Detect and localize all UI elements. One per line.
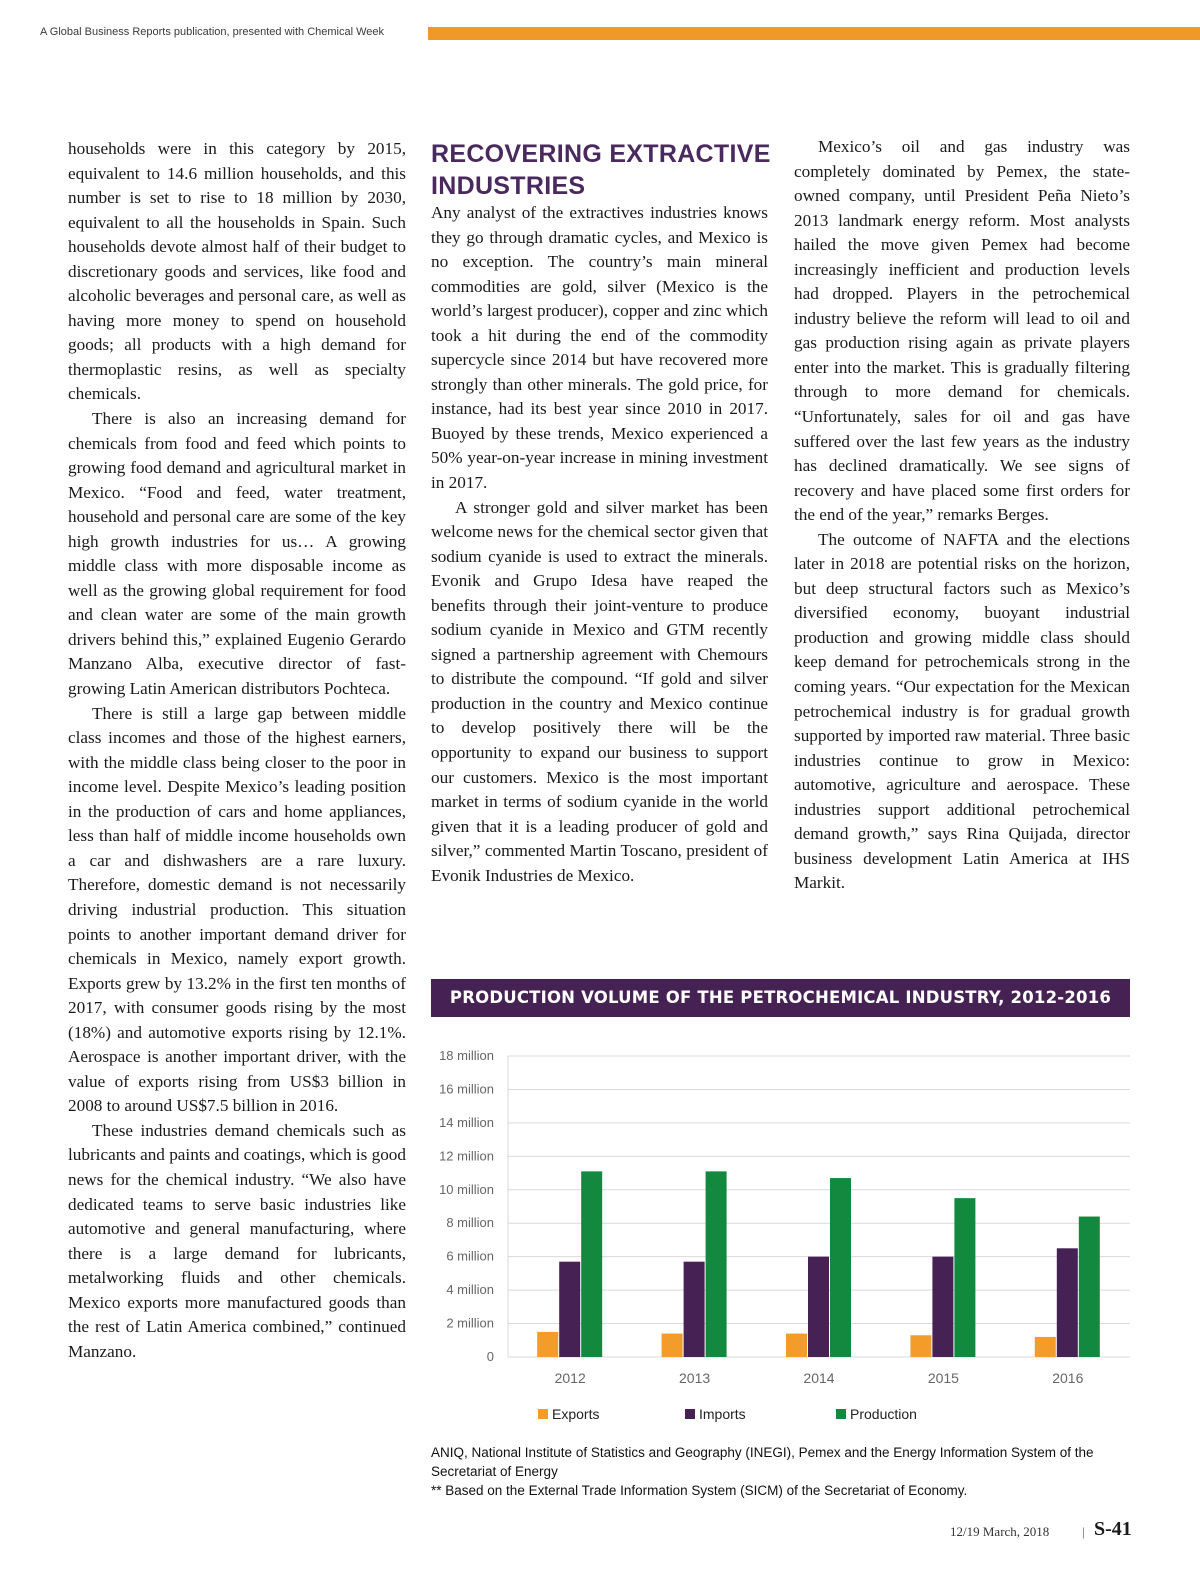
paragraph: Any analyst of the extractives industries knows they go through dramatic cycles, and Mexico is no exception. The country’s main mineral commodities are gold, silver (Mexico is the world’s largest producer), copper and zinc which took a hit during the end of the commodity supercycle since 2014 but have recovered more strongly than other minerals. The gold price, for instance, had its best year since 2010 in 2017. Buoyed by these trends, Mexico experienced a 50% year-on-year increase in mining investment in 2017.: [431, 203, 768, 493]
source-note: ** Based on the External Trade Information System (SICM) of the Secretariat of Economy.: [431, 1483, 968, 1498]
x-tick-label: 2014: [803, 1370, 835, 1386]
y-tick-label: 2 million: [446, 1315, 494, 1331]
paragraph: The outcome of NAFTA and the elections later in 2018 are potential risks on the horizon, but deep structural factors such as Mexico’s diversified economy, buoyant industrial production and growing middle class should keep demand for petrochemicals strong in the coming years. “Our expectation for the Mexican petrochemical industry is for gradual growth supported by imported raw material. Three basic industries continue to grow in Mexico: automotive, agriculture and aerospace. These industries support additional petrochemical demand growth,” says Rina Quijada, director business development Latin America at IHS Markit.: [794, 529, 1130, 893]
paragraph: A stronger gold and silver market has been welcome news for the chemical sector given that sodium cyanide is used to extract the minerals. Evonik and Grupo Idesa have reaped the benefits through their joint-venture to produce sodium cyanide in Mexico and GTM recently signed a partnership agreement with Chemours to distribute the compound. “If gold and silver production in the country and Mexico continue to develop positively there will be the opportunity to expand our business to support our customers. Mexico is the most important market in terms of sodium cyanide in the world given that it is a leading producer of gold and silver,” commented Martin Toscano, president of Evonik Industries de Mexico.: [431, 497, 768, 885]
paragraph: There is also an increasing demand for chemicals from food and feed which points to growing food demand and agricultural market in Mexico. “Food and feed, water treatment, household and personal care are some of the key high growth industries for us… A growing middle class with more disposable income as well as the growing global requirement for food and clean water are some of the main growth drivers behind this,” explained Eugenio Gerardo Manzano Alba, executive director of fast-growing Latin American distributors Pochteca.: [68, 409, 406, 699]
legend-label-production: Production: [850, 1406, 917, 1422]
paragraph: Mexico’s oil and gas industry was completely dominated by Pemex, the state-owned company, until President Peña Nieto’s 2013 landmark energy reform. Most analysts hailed the move given Pemex had become increasingly inefficient and production levels had dropped. Players in the petrochemical industry believe the reform will lead to oil and gas production rising again as private players enter into the market. This is gradually filtering through to more demand for chemicals. “Unfortunately, sales for oil and gas have suffered over the last few years as the industry has declined dramatically. We see signs of recovery and have placed some first orders for the end of the year,” remarks Berges.: [794, 137, 1130, 525]
article-column-2: [431, 201, 768, 888]
y-tick-label: 8 million: [446, 1215, 494, 1231]
y-tick-label: 16 million: [439, 1081, 494, 1097]
bar-production-2012: [581, 1171, 602, 1357]
bar-production-2016: [1079, 1217, 1100, 1357]
x-tick-label: 2012: [554, 1370, 586, 1386]
legend-swatch-imports: [685, 1409, 695, 1419]
bar-exports-2015: [910, 1335, 931, 1357]
x-tick-label: 2015: [927, 1370, 959, 1386]
legend-swatch-production: [836, 1409, 846, 1419]
source-line: ANIQ, National Institute of Statistics and Geography (INEGI), Pemex and the Energy Information System of the Secretariat of Energy: [431, 1445, 1094, 1479]
legend-label-exports: Exports: [552, 1406, 600, 1422]
bar-exports-2016: [1035, 1337, 1056, 1357]
footer-separator: |: [1082, 1524, 1085, 1539]
bar-exports-2014: [786, 1334, 807, 1357]
bar-imports-2014: [808, 1257, 829, 1357]
paragraph: There is still a large gap between middle class incomes and those of the highest earners, with the middle class being closer to the poor in income level. Despite Mexico’s leading position in the production of cars and home appliances, less than half of middle income households own a car and dishwashers are a rare luxury. Therefore, domestic demand is not necessarily driving industrial production. This situation points to another important demand driver for chemicals in Mexico, namely export growth. Exports grew by 13.2% in the first ten months of 2017, with consumer goods rising by the most (18%) and automotive exports rising by 12.1%. Aerospace is another important driver, with the value of exports rising from US$3 billion in 2008 to around US$7.5 billion in 2016.: [68, 703, 406, 1116]
paragraph: These industries demand chemicals such as lubricants and paints and coatings, which is good news for the chemical industry. “We also have dedicated teams to serve basic industries like automotive and general manufacturing, where there is a large demand for lubricants, metalworking fluids and other chemicals. Mexico exports more manufactured goods than the rest of Latin America combined,” continued Manzano.: [68, 1120, 406, 1361]
bar-chart: [431, 1030, 1130, 1435]
chart-title: PRODUCTION VOLUME OF THE PETROCHEMICAL INDUSTRY, 2012-2016: [431, 979, 1130, 1017]
bar-exports-2012: [537, 1332, 558, 1357]
legend-swatch-exports: [538, 1409, 548, 1419]
page-number: S-41: [1094, 1518, 1132, 1540]
y-tick-label: 12 million: [439, 1148, 494, 1164]
legend-label-imports: Imports: [699, 1406, 746, 1422]
bar-exports-2013: [662, 1334, 683, 1357]
header-bar: [428, 27, 1200, 40]
section-heading: RECOVERING EXTRACTIVE INDUSTRIES: [431, 140, 771, 200]
y-tick-label: 4 million: [446, 1282, 494, 1298]
y-tick-label: 10 million: [439, 1181, 494, 1197]
bar-production-2015: [954, 1198, 975, 1357]
y-tick-label: 14 million: [439, 1114, 494, 1130]
bar-imports-2012: [559, 1262, 580, 1357]
x-tick-label: 2013: [679, 1370, 711, 1386]
bar-imports-2016: [1057, 1248, 1078, 1357]
y-tick-label: 0: [486, 1349, 494, 1364]
chart-source: [431, 1443, 1131, 1500]
bar-imports-2013: [684, 1262, 705, 1357]
paragraph: households were in this category by 2015, equivalent to 14.6 million households, and this number is set to rise to 18 million by 2030, equivalent to all the households in Spain. Such households devote almost half of their budget to discretionary goods and services, like food and alcoholic beverages and personal care, as well as having more money to spend on household goods; all products with a high demand for thermoplastic resins, as well as specialty chemicals.: [68, 139, 406, 404]
x-tick-label: 2016: [1052, 1370, 1084, 1386]
footer-date: 12/19 March, 2018: [950, 1524, 1050, 1539]
bar-imports-2015: [932, 1257, 953, 1357]
publication-label: A Global Business Reports publication, presented with Chemical Week: [40, 26, 385, 38]
bar-production-2014: [830, 1178, 851, 1357]
bar-production-2013: [706, 1171, 727, 1357]
y-tick-label: 6 million: [446, 1248, 494, 1264]
article-column-1: [68, 137, 406, 1364]
y-tick-label: 18 million: [439, 1048, 494, 1063]
article-column-3: [794, 135, 1130, 896]
